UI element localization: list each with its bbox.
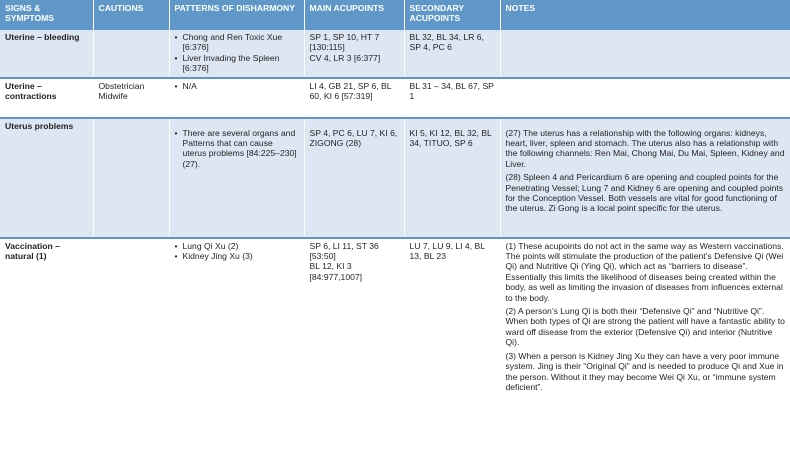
notes-cell xyxy=(500,30,790,78)
table-row xyxy=(0,30,790,78)
cautions-cell xyxy=(93,118,169,238)
secondary-acupoint-line: BL 32, BL 34, LR 6, SP 4, PC 6 xyxy=(409,32,484,53)
cautions-cell xyxy=(93,30,169,78)
pattern-item: • Lung Qi Xu (2) xyxy=(175,241,299,251)
patterns-cell xyxy=(169,78,304,118)
patterns-cell xyxy=(169,238,304,396)
cautions-cell xyxy=(93,238,169,396)
header-notes: NOTES xyxy=(500,0,790,30)
main-acupoints-cell xyxy=(304,78,404,118)
note-paragraph: (1) These acupoints do not act in the same way as Western vaccinations. The points will stimulate the production of the patient’s Defensive Qi (Wei Qi) and Nutritive Qi (Ying Qi), which act as “barriers to disease”. Essentially this limits the likelihood of diseases being created within the body, as well as limiting the invasion of diseases from influences external to the body. xyxy=(505,240,784,303)
secondary-acupoints-cell xyxy=(404,238,500,396)
pattern-item: • Liver Invading the Spleen [6:376] xyxy=(175,53,299,74)
sign-cell: Uterus problems xyxy=(0,118,93,238)
secondary-acupoint-line: LU 7, LU 9, LI 4, BL 13, BL 23 xyxy=(409,240,485,262)
main-acupoint-line: SP 1, SP 10, HT 7 [130:115] xyxy=(309,32,380,53)
pattern-item: • Chong and Ren Toxic Xue [6:376] xyxy=(175,32,299,53)
secondary-acupoint-line: BL 31 – 34, BL 67, SP 1 xyxy=(409,80,494,102)
secondary-acupoints-cell xyxy=(404,118,500,238)
header-main-acupoints: MAIN ACUPOINTS xyxy=(304,0,404,30)
main-acupoints-cell xyxy=(304,238,404,396)
patterns-cell xyxy=(169,118,304,238)
main-acupoint-line: CV 4, LR 3 [6:377] xyxy=(309,52,381,63)
pattern-item: • There are several organs and Patterns that can cause uterus problems [84:225–230] (27). xyxy=(175,128,299,170)
main-acupoints-cell xyxy=(304,118,404,238)
main-acupoint-line: BL 12, KI 3 [84:977,1007] xyxy=(309,261,363,282)
table-row xyxy=(0,238,790,396)
table-row xyxy=(0,118,790,238)
secondary-acupoint-line: KI 5, KI 12, BL 32, BL 34, TITUO, SP 6 xyxy=(409,127,492,149)
table-row xyxy=(0,78,790,118)
pattern-item: • N/A xyxy=(175,81,299,91)
cautions-cell: Obstetrician Midwife xyxy=(93,78,169,118)
secondary-acupoints-cell xyxy=(404,30,500,78)
header-row xyxy=(0,0,790,30)
secondary-acupoints-cell xyxy=(404,78,500,118)
sign-cell: Vaccination – natural (1) xyxy=(0,238,93,396)
main-acupoint-line: LI 4, GB 21, SP 6, BL 60, KI 6 [57:319] xyxy=(309,80,392,102)
patterns-cell xyxy=(169,30,304,78)
notes-cell xyxy=(500,118,790,238)
header-cautions: CAUTIONS xyxy=(93,0,169,30)
notes-cell xyxy=(500,78,790,118)
note-paragraph: (28) Spleen 4 and Pericardium 6 are opening and coupled points for the Penetrating Vessel; Lung 7 and Kidney 6 are opening and coupled points for the Conception Vessel. Both vessels are vital for good functioning of the uterus. Zi Gong is a local point specific for the uterus. xyxy=(505,172,784,214)
note-paragraph: (27) The uterus has a relationship with the following organs: kidneys, heart, liver, spleen and stomach. The uterus also has a relationship with the following channels: Ren Mai, Chong Mai, Du Mai, Spleen, Kidney and Liver. xyxy=(505,127,785,169)
main-acupoints-cell xyxy=(304,30,404,78)
sign-cell: Uterine – bleeding xyxy=(0,30,93,78)
main-acupoint-line: SP 6, LI 11, ST 36 [53:50] xyxy=(309,240,379,262)
notes-cell xyxy=(500,238,790,396)
header-signs: SIGNS & SYMPTOMS xyxy=(0,0,93,30)
header-patterns: PATTERNS OF DISHARMONY xyxy=(169,0,304,30)
sign-cell: Uterine – contractions xyxy=(0,78,93,118)
note-paragraph: (2) A person’s Lung Qi is both their “Defensive Qi” and “Nutritive Qi”. When both types of Qi are strong the patient will have a fantastic ability to ward off disease from the exterior (Defensive Qi) and interior (Nutritive Qi). xyxy=(505,306,785,348)
header-secondary-acupoints: SECONDARY ACUPOINTS xyxy=(404,0,500,30)
main-acupoint-line: SP 4, PC 6, LU 7, KI 6, ZIGONG (28) xyxy=(309,127,398,149)
pattern-item: • Kidney Jing Xu (3) xyxy=(175,251,299,261)
note-paragraph: (3) When a person is Kidney Jing Xu they can have a very poor immune system. Jing is their “Original Qi” and is needed to produce Qi and Xue in the person. Without it they may become Wei Qi Xu, or “immune system deficient”. xyxy=(505,350,784,392)
